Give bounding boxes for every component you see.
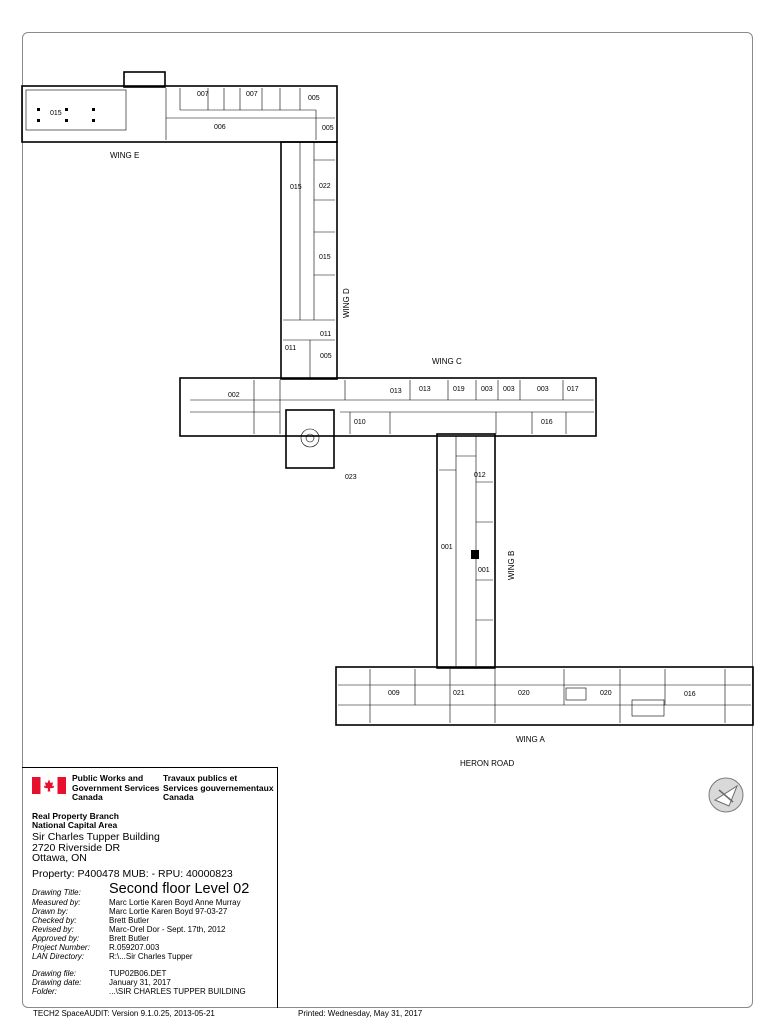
- room-label: 020: [600, 690, 612, 697]
- room-label: 021: [453, 690, 465, 697]
- wing-c-outline: [180, 378, 596, 468]
- dept-fr-line: Services gouvernementaux: [163, 782, 274, 793]
- field-value: TUP02B06.DET: [109, 969, 167, 978]
- address-line: 2720 Riverside DR: [32, 841, 121, 854]
- dept-fr-line: Canada: [163, 792, 194, 802]
- branch-line: Real Property Branch: [32, 811, 119, 821]
- wing-e-label: WING E: [110, 151, 140, 160]
- room-label: 023: [345, 474, 357, 481]
- field-value: Marc Lortie Karen Boyd 97-03-27: [109, 907, 228, 916]
- room-label: 001: [478, 567, 490, 574]
- wing-c-label: WING C: [432, 357, 462, 366]
- room-label: 016: [684, 691, 696, 698]
- field-label: LAN Directory:: [32, 952, 85, 961]
- field-label: Folder:: [32, 987, 57, 996]
- room-label: 007: [197, 91, 209, 98]
- room-label: 009: [388, 690, 400, 697]
- branch-name: [32, 812, 119, 830]
- field-value: R:\...Sir Charles Tupper: [109, 952, 193, 961]
- room-label: 003: [503, 386, 515, 393]
- room-label: 006: [214, 124, 226, 131]
- property-line: Property: P400478 MUB: - RPU: 40000823: [32, 868, 233, 880]
- title-block: [22, 767, 278, 1008]
- field-label: Project Number:: [32, 943, 90, 952]
- address-line: Ottawa, ON: [32, 852, 87, 864]
- field-label: Drawing file:: [32, 969, 77, 978]
- branch-line: National Capital Area: [32, 820, 118, 830]
- room-label: 012: [474, 472, 486, 479]
- field-value: R.059207.003: [109, 943, 160, 952]
- room-label: 002: [228, 392, 240, 399]
- room-label: 015: [290, 184, 302, 191]
- street-label: HERON ROAD: [460, 759, 515, 768]
- address-line: Sir Charles Tupper Building: [32, 831, 160, 843]
- room-label: 013: [419, 386, 431, 393]
- room-label: 001: [441, 544, 453, 551]
- north-arrow-icon: [707, 776, 745, 814]
- department-name-english: [72, 774, 159, 803]
- field-value: Brett Butler: [109, 934, 150, 943]
- department-name-french: [163, 774, 274, 803]
- dept-en-line: Government Services: [72, 782, 160, 793]
- room-label: 017: [567, 386, 579, 393]
- room-label: 015: [50, 110, 62, 117]
- wing-e-outline: [22, 72, 337, 142]
- room-label: 003: [481, 386, 493, 393]
- wing-d-label: WING D: [342, 288, 351, 318]
- room-label: 011: [320, 331, 332, 338]
- field-value: Brett Butler: [109, 916, 150, 925]
- room-label: 011: [285, 345, 297, 352]
- wing-b-label: WING B: [507, 550, 516, 580]
- room-label: 016: [541, 419, 553, 426]
- room-label: 010: [354, 419, 366, 426]
- room-label: 022: [319, 183, 331, 190]
- wing-b-outline: [437, 434, 495, 668]
- field-label: Drawing Title:: [32, 888, 81, 897]
- dept-en-line: Canada: [72, 792, 103, 802]
- field-value: Marc-Orel Dor - Sept. 17th, 2012: [109, 925, 226, 934]
- room-label: 007: [246, 91, 258, 98]
- field-label: Approved by:: [32, 934, 80, 943]
- room-label: 020: [518, 690, 530, 697]
- room-label: 019: [453, 386, 465, 393]
- software-version: TECH2 SpaceAUDIT: Version 9.1.0.25, 2013-05-21: [33, 1009, 215, 1018]
- room-label: 015: [319, 254, 331, 261]
- field-value: January 31, 2017: [109, 978, 171, 987]
- room-label: 005: [320, 353, 332, 360]
- field-label: Drawing date:: [32, 978, 82, 987]
- room-label: 005: [322, 125, 334, 132]
- wing-a-label: WING A: [516, 735, 545, 744]
- drawing-title: Second floor Level 02: [109, 881, 250, 897]
- field-label: Measured by:: [32, 898, 81, 907]
- room-label: 003: [537, 386, 549, 393]
- dept-fr-line: Travaux publics et: [163, 773, 238, 783]
- field-label: Revised by:: [32, 925, 74, 934]
- dept-en-line: Public Works and: [72, 773, 144, 783]
- building-address: [32, 832, 160, 864]
- field-label: Drawn by:: [32, 907, 69, 916]
- room-label: 013: [390, 388, 402, 395]
- field-value: Marc Lortie Karen Boyd Anne Murray: [109, 898, 241, 907]
- room-label: 005: [308, 95, 320, 102]
- print-date: Printed: Wednesday, May 31, 2017: [298, 1009, 423, 1018]
- field-value: ...\SIR CHARLES TUPPER BUILDING: [109, 987, 246, 996]
- canada-flag-icon: [32, 777, 66, 794]
- field-label: Checked by:: [32, 916, 77, 925]
